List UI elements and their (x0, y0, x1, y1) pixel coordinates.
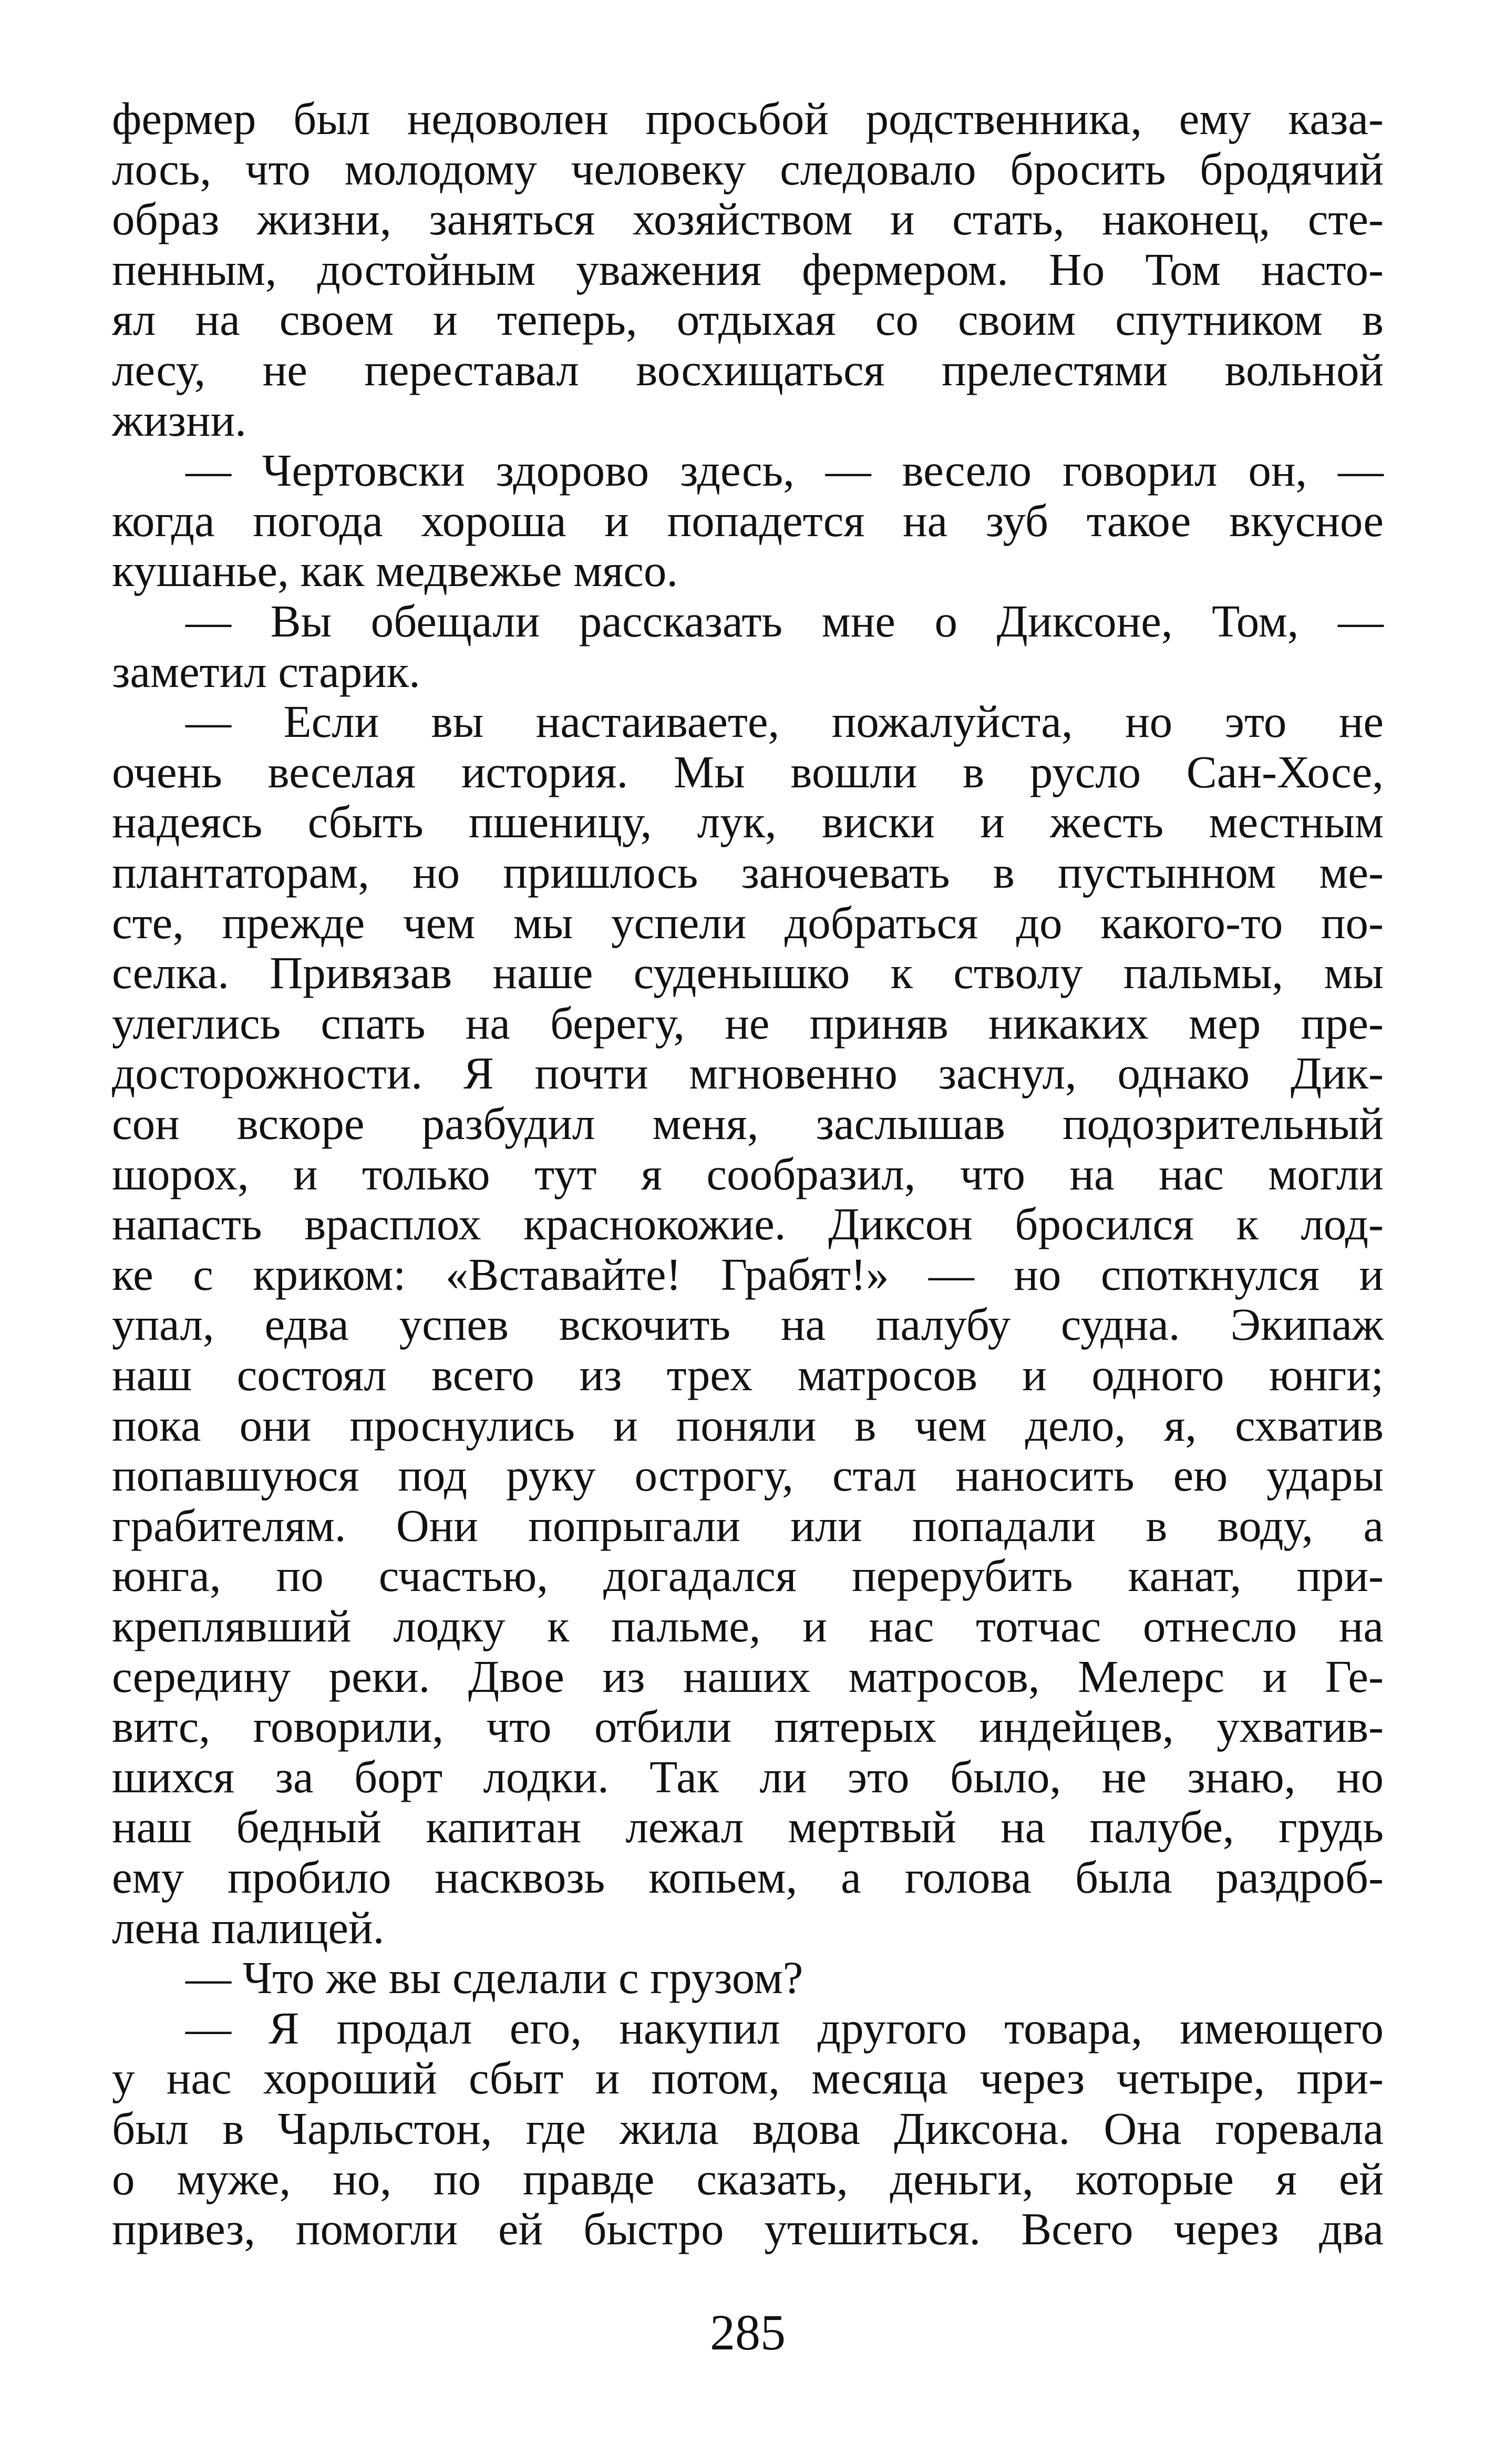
text-line: заметил старик. (112, 645, 420, 697)
text-line: шорох, и только тут я сообразил, что на нас могли (112, 1148, 1384, 1199)
text-line: улеглись спать на берегу, не приняв никаких мер пре- (112, 997, 1384, 1049)
text-line: — Чертовски здорово здесь, — весело говорил он, — (185, 445, 1384, 496)
text-line: ему пробило насквозь копьем, а голова была раздроб- (112, 1852, 1384, 1903)
text-line: лось, что молодому человеку следовало бросить бродячий (112, 143, 1384, 194)
text-line: — Если вы настаиваете, пожалуйста, но это не (185, 696, 1384, 747)
text-line: образ жизни, заняться хозяйством и стать, наконец, сте- (112, 193, 1384, 245)
text-line: грабителям. Они попрыгали или попадали в воду, а (112, 1500, 1384, 1551)
text-line: попавшуюся под руку острогу, стал наносить ею удары (112, 1450, 1384, 1501)
text-line: наш состоял всего из трех матросов и одного юнги; (112, 1349, 1384, 1400)
text-line: шихся за борт лодки. Так ли это было, не знаю, но (112, 1751, 1384, 1802)
text-line: пенным, достойным уважения фермером. Но Том насто- (112, 243, 1384, 295)
text-line: у нас хороший сбыт и потом, месяца через четыре, при- (112, 2052, 1384, 2104)
text-line: досторожности. Я почти мгновенно заснул, однако Дик- (112, 1048, 1384, 1099)
text-line: надеясь сбыть пшеницу, лук, виски и жесть местным (112, 796, 1384, 848)
text-line: упал, едва успев вскочить на палубу судна. Экипаж (112, 1299, 1384, 1350)
text-line: сте, прежде чем мы успели добраться до какого-то по- (112, 897, 1384, 948)
text-line: плантаторам, но пришлось заночевать в пустынном ме- (112, 847, 1384, 898)
text-line: наш бедный капитан лежал мертвый на палубе, грудь (112, 1801, 1384, 1853)
text-line: витс, говорили, что отбили пятерых индейцев, ухватив- (112, 1701, 1384, 1752)
text-line: о муже, но, по правде сказать, деньги, которые я ей (112, 2153, 1384, 2204)
text-line: — Я продал его, накупил другого товара, имеющего (185, 2002, 1384, 2054)
text-line: сон вскоре разбудил меня, заслышав подозрительный (112, 1098, 1384, 1149)
book-page (112, 94, 1384, 2406)
text-line: пока они проснулись и поняли в чем дело, я, схватив (112, 1399, 1384, 1451)
text-line: лена палицей. (112, 1902, 385, 1953)
text-line: когда погода хороша и попадется на зуб такое вкусное (112, 495, 1384, 546)
text-line: юнга, по счастью, догадался перерубить канат, при- (112, 1550, 1384, 1601)
text-line: напасть врасплох краснокожие. Диксон бросился к лод- (112, 1198, 1384, 1250)
text-line: ял на своем и теперь, отдыхая со своим спутником в (112, 294, 1384, 345)
text-line: — Что же вы сделали с грузом? (185, 1952, 803, 2004)
text-line: кушанье, как медвежье мясо. (112, 545, 678, 597)
page-number: 285 (710, 2304, 786, 2360)
text-line: селка. Привязав наше суденышко к стволу пальмы, мы (112, 947, 1384, 999)
text-line: привез, помогли ей быстро утешиться. Всего через два (112, 2203, 1384, 2255)
text-line: креплявший лодку к пальме, и нас тотчас отнесло на (112, 1600, 1384, 1651)
text-line: очень веселая история. Мы вошли в русло Сан-Хосе, (112, 746, 1384, 797)
text-line: ке с криком: «Вставайте! Грабят!» — но споткнулся и (112, 1248, 1384, 1300)
text-line: был в Чарльстон, где жила вдова Диксона. Она горевала (112, 2103, 1384, 2154)
text-line: — Вы обещали рассказать мне о Диксоне, Том, — (185, 596, 1384, 646)
text-line: фермер был недоволен просьбой родственника, ему каза- (112, 93, 1384, 144)
text-line: жизни. (112, 394, 246, 446)
text-line: лесу, не переставал восхищаться прелестями вольной (112, 344, 1384, 395)
text-line: середину реки. Двое из наших матросов, Мелерс и Ге- (112, 1650, 1384, 1702)
